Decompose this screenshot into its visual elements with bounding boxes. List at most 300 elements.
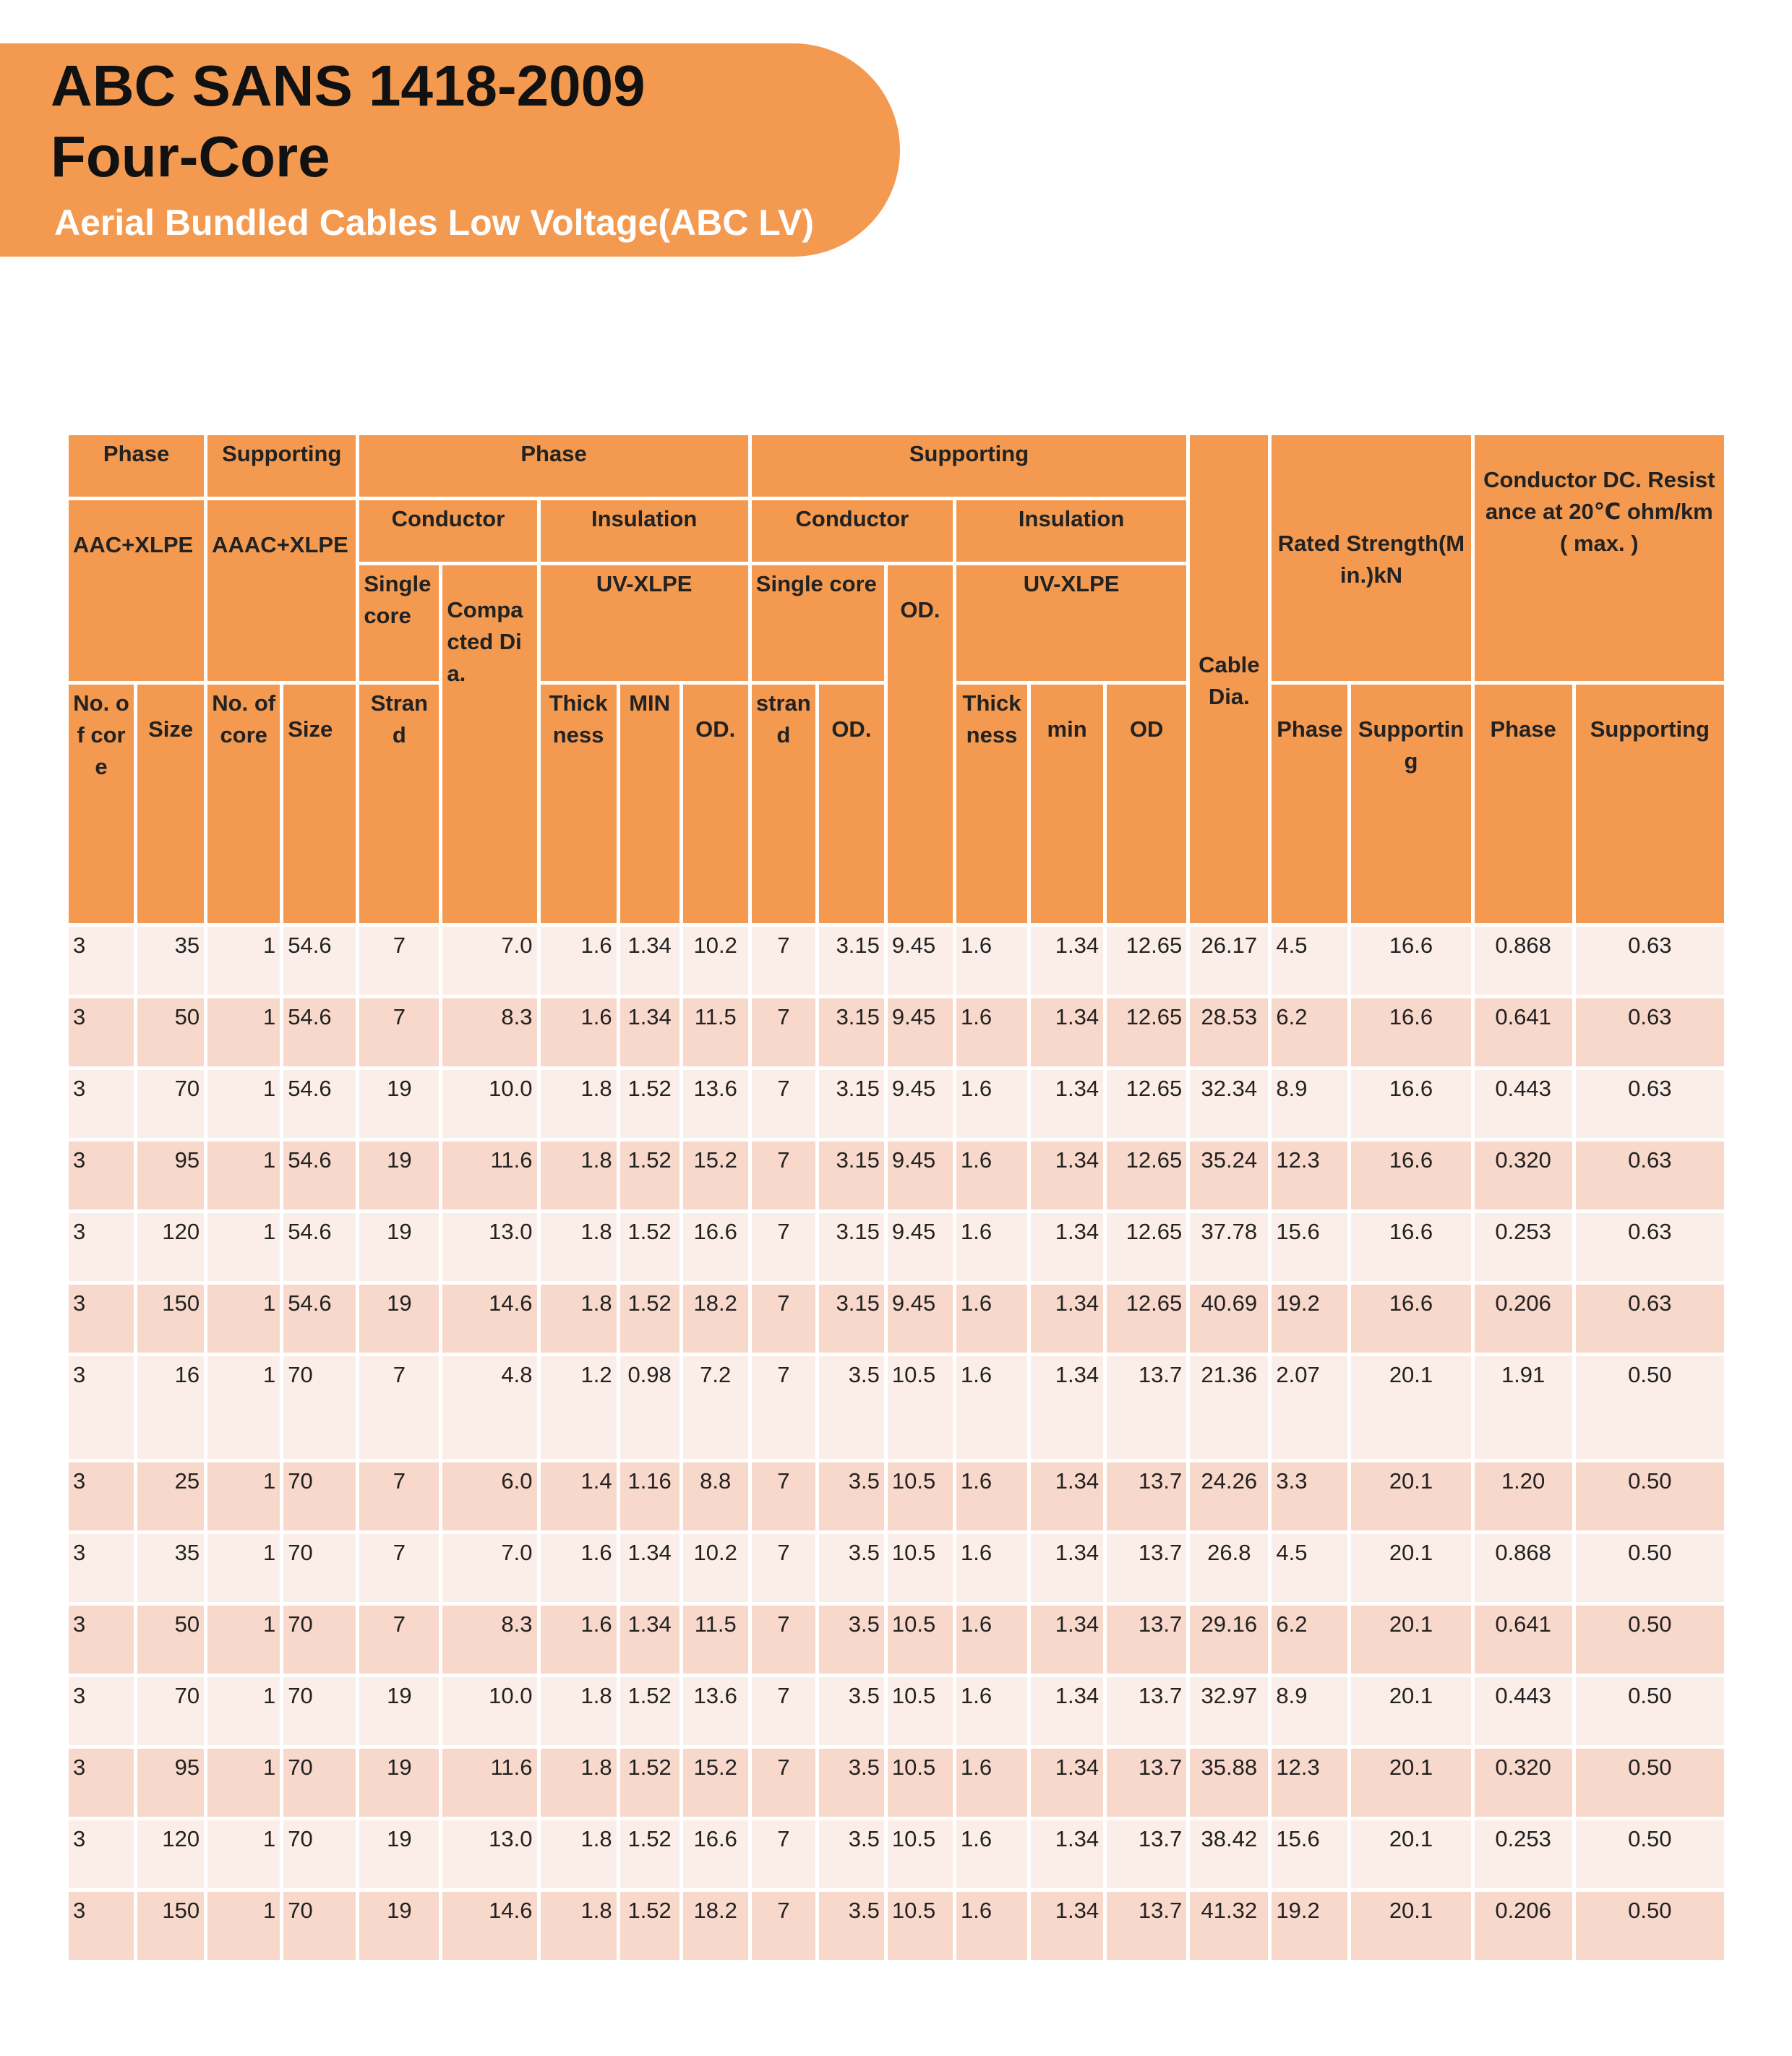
table-cell: 7.0 bbox=[442, 927, 536, 995]
table-row bbox=[69, 1462, 1724, 1530]
table-cell: 7 bbox=[752, 1892, 815, 1960]
table-cell: 20.1 bbox=[1351, 1892, 1470, 1960]
table-cell: 19 bbox=[359, 1820, 439, 1888]
table-cell: 13.7 bbox=[1107, 1820, 1186, 1888]
table-cell: 3 bbox=[69, 1892, 134, 1960]
table-cell: 3.3 bbox=[1272, 1462, 1347, 1530]
table-cell: 19 bbox=[359, 1070, 439, 1138]
table-row bbox=[69, 998, 1724, 1066]
table-cell: 35.88 bbox=[1190, 1749, 1268, 1817]
table-cell: 7 bbox=[752, 1606, 815, 1674]
table-cell: 3 bbox=[69, 1606, 134, 1674]
table-cell: 16.6 bbox=[1351, 1070, 1470, 1138]
table-cell: 35 bbox=[137, 927, 204, 995]
table-cell: 70 bbox=[283, 1462, 356, 1530]
table-cell: 29.16 bbox=[1190, 1606, 1268, 1674]
table-cell: 1.91 bbox=[1475, 1356, 1572, 1459]
header-insulation-phase: Insulation bbox=[541, 500, 748, 562]
table-cell: 13.7 bbox=[1107, 1534, 1186, 1602]
header-od-supp-conductor: OD. bbox=[888, 565, 953, 923]
table-cell: 1 bbox=[207, 1462, 280, 1530]
header-phase-group: Phase bbox=[359, 435, 747, 497]
table-cell: 1.6 bbox=[956, 927, 1027, 995]
table-cell: 95 bbox=[137, 1141, 204, 1209]
table-cell: 3 bbox=[69, 1749, 134, 1817]
table-cell: 1.8 bbox=[541, 1749, 617, 1817]
table-cell: 3.5 bbox=[819, 1606, 884, 1674]
table-cell: 16.6 bbox=[1351, 1141, 1470, 1209]
table-cell: 9.45 bbox=[888, 1285, 953, 1353]
table-cell: 7 bbox=[752, 1820, 815, 1888]
table-cell: 1.16 bbox=[620, 1462, 679, 1530]
table-cell: 0.253 bbox=[1475, 1820, 1572, 1888]
table-cell: 1 bbox=[207, 1141, 280, 1209]
table-cell: 6.0 bbox=[442, 1462, 536, 1530]
table-cell: 3 bbox=[69, 1462, 134, 1530]
table-cell: 0.443 bbox=[1475, 1070, 1572, 1138]
table-cell: 6.2 bbox=[1272, 1606, 1347, 1674]
header-strand-phase: Strand bbox=[359, 685, 439, 923]
table-cell: 13.0 bbox=[442, 1213, 536, 1281]
table-cell: 3 bbox=[69, 1285, 134, 1353]
table-cell: 19 bbox=[359, 1213, 439, 1281]
table-cell: 1 bbox=[207, 1213, 280, 1281]
table-cell: 7 bbox=[359, 1534, 439, 1602]
table-cell: 8.9 bbox=[1272, 1677, 1347, 1745]
table-cell: 0.50 bbox=[1576, 1356, 1724, 1459]
table-cell: 3 bbox=[69, 1356, 134, 1459]
table-cell: 13.6 bbox=[683, 1677, 748, 1745]
table-cell: 8.9 bbox=[1272, 1070, 1347, 1138]
table-cell: 12.65 bbox=[1107, 1213, 1186, 1281]
table-cell: 3 bbox=[69, 1070, 134, 1138]
table-cell: 7 bbox=[752, 1534, 815, 1602]
table-cell: 3.5 bbox=[819, 1677, 884, 1745]
table-cell: 1.8 bbox=[541, 1141, 617, 1209]
table-cell: 0.63 bbox=[1576, 998, 1724, 1066]
header-single-core-supp: Single core bbox=[752, 565, 884, 681]
table-cell: 11.5 bbox=[683, 1606, 748, 1674]
table-cell: 26.8 bbox=[1190, 1534, 1268, 1602]
table-cell: 10.0 bbox=[442, 1070, 536, 1138]
header-aac-xlpe: AAC+XLPE bbox=[69, 500, 204, 681]
header-insulation-supp: Insulation bbox=[956, 500, 1186, 562]
table-cell: 3 bbox=[69, 998, 134, 1066]
table-cell: 2.07 bbox=[1272, 1356, 1347, 1459]
table-cell: 0.641 bbox=[1475, 998, 1572, 1066]
table-cell: 1.52 bbox=[620, 1141, 679, 1209]
table-cell: 10.5 bbox=[888, 1462, 953, 1530]
table-cell: 11.6 bbox=[442, 1749, 536, 1817]
table-row bbox=[69, 1213, 1724, 1281]
table-cell: 1 bbox=[207, 1749, 280, 1817]
table-cell: 1.6 bbox=[956, 1534, 1027, 1602]
table-cell: 1.6 bbox=[956, 1213, 1027, 1281]
table-cell: 7.0 bbox=[442, 1534, 536, 1602]
table-row bbox=[69, 1820, 1724, 1888]
table-cell: 1.6 bbox=[956, 1749, 1027, 1817]
spec-table bbox=[65, 432, 1728, 1963]
table-row bbox=[69, 927, 1724, 995]
table-cell: 16.6 bbox=[1351, 927, 1470, 995]
table-cell: 35.24 bbox=[1190, 1141, 1268, 1209]
table-cell: 1 bbox=[207, 1285, 280, 1353]
table-cell: 19.2 bbox=[1272, 1892, 1347, 1960]
table-cell: 12.65 bbox=[1107, 1070, 1186, 1138]
table-cell: 0.206 bbox=[1475, 1285, 1572, 1353]
header-no-of-core-supp: No. of core bbox=[207, 685, 280, 923]
header-uv-xlpe-supp: UV-XLPE bbox=[956, 565, 1186, 681]
table-cell: 70 bbox=[283, 1892, 356, 1960]
page-subtitle: Aerial Bundled Cables Low Voltage(ABC LV) bbox=[54, 202, 815, 243]
table-cell: 12.65 bbox=[1107, 998, 1186, 1066]
table-cell: 7 bbox=[752, 1213, 815, 1281]
table-cell: 7 bbox=[752, 1356, 815, 1459]
table-cell: 1.20 bbox=[1475, 1462, 1572, 1530]
table-cell: 3.5 bbox=[819, 1892, 884, 1960]
table-cell: 70 bbox=[283, 1534, 356, 1602]
table-cell: 1.6 bbox=[956, 1820, 1027, 1888]
table-cell: 20.1 bbox=[1351, 1677, 1470, 1745]
table-cell: 3.5 bbox=[819, 1749, 884, 1817]
header-od-supp-ins: OD bbox=[1107, 685, 1186, 923]
table-cell: 35 bbox=[137, 1534, 204, 1602]
table-cell: 1.6 bbox=[956, 1892, 1027, 1960]
table-cell: 10.5 bbox=[888, 1820, 953, 1888]
table-cell: 9.45 bbox=[888, 927, 953, 995]
table-cell: 19 bbox=[359, 1285, 439, 1353]
table-cell: 4.5 bbox=[1272, 927, 1347, 995]
table-cell: 8.3 bbox=[442, 1606, 536, 1674]
table-cell: 12.65 bbox=[1107, 1141, 1186, 1209]
table-cell: 7 bbox=[752, 1462, 815, 1530]
table-cell: 1.8 bbox=[541, 1820, 617, 1888]
table-cell: 0.50 bbox=[1576, 1749, 1724, 1817]
table-cell: 7 bbox=[359, 1356, 439, 1459]
table-cell: 19.2 bbox=[1272, 1285, 1347, 1353]
table-cell: 1 bbox=[207, 1677, 280, 1745]
table-cell: 10.5 bbox=[888, 1892, 953, 1960]
table-cell: 0.868 bbox=[1475, 927, 1572, 995]
table-cell: 0.50 bbox=[1576, 1892, 1724, 1960]
table-cell: 1 bbox=[207, 927, 280, 995]
table-cell: 1.2 bbox=[541, 1356, 617, 1459]
table-cell: 0.63 bbox=[1576, 927, 1724, 995]
table-cell: 70 bbox=[137, 1070, 204, 1138]
table-cell: 1.34 bbox=[620, 998, 679, 1066]
table-cell: 8.3 bbox=[442, 998, 536, 1066]
table-cell: 13.7 bbox=[1107, 1749, 1186, 1817]
table-cell: 1.34 bbox=[1031, 1749, 1103, 1817]
table-cell: 13.7 bbox=[1107, 1606, 1186, 1674]
table-cell: 3.15 bbox=[819, 1070, 884, 1138]
table-cell: 15.6 bbox=[1272, 1213, 1347, 1281]
table-cell: 7 bbox=[752, 1070, 815, 1138]
table-cell: 70 bbox=[283, 1820, 356, 1888]
table-cell: 150 bbox=[137, 1892, 204, 1960]
table-cell: 9.45 bbox=[888, 1070, 953, 1138]
table-cell: 50 bbox=[137, 1606, 204, 1674]
table-cell: 9.45 bbox=[888, 1213, 953, 1281]
table-cell: 1.6 bbox=[956, 998, 1027, 1066]
header-supporting: Supporting bbox=[207, 435, 356, 497]
table-cell: 7 bbox=[359, 998, 439, 1066]
table-cell: 0.50 bbox=[1576, 1534, 1724, 1602]
table-cell: 10.2 bbox=[683, 927, 748, 995]
table-cell: 54.6 bbox=[283, 927, 356, 995]
table-cell: 1.6 bbox=[956, 1677, 1027, 1745]
table-cell: 54.6 bbox=[283, 1070, 356, 1138]
table-cell: 1.34 bbox=[1031, 927, 1103, 995]
header-compacted-dia: Compacted Dia. bbox=[442, 565, 536, 923]
table-cell: 16.6 bbox=[683, 1820, 748, 1888]
table-cell: 10.5 bbox=[888, 1534, 953, 1602]
table-cell: 4.8 bbox=[442, 1356, 536, 1459]
table-cell: 8.8 bbox=[683, 1462, 748, 1530]
table-header bbox=[69, 435, 1724, 923]
table-cell: 16 bbox=[137, 1356, 204, 1459]
table-cell: 16.6 bbox=[1351, 1285, 1470, 1353]
table-cell: 1.52 bbox=[620, 1285, 679, 1353]
page-title: ABC SANS 1418-2009 bbox=[51, 53, 646, 118]
table-cell: 1.34 bbox=[1031, 1534, 1103, 1602]
table-cell: 1.34 bbox=[1031, 1892, 1103, 1960]
table-cell: 54.6 bbox=[283, 1285, 356, 1353]
table-cell: 7 bbox=[752, 927, 815, 995]
table-cell: 0.443 bbox=[1475, 1677, 1572, 1745]
table-cell: 1.52 bbox=[620, 1677, 679, 1745]
table-cell: 16.6 bbox=[1351, 998, 1470, 1066]
table-cell: 19 bbox=[359, 1749, 439, 1817]
header-rs-phase: Phase bbox=[1272, 685, 1347, 923]
table-cell: 1.34 bbox=[1031, 1070, 1103, 1138]
table-cell: 0.320 bbox=[1475, 1141, 1572, 1209]
table-cell: 1.34 bbox=[1031, 998, 1103, 1066]
header-thickness-phase: Thickness bbox=[541, 685, 617, 923]
table-cell: 41.32 bbox=[1190, 1892, 1268, 1960]
table-cell: 1.34 bbox=[1031, 1677, 1103, 1745]
table-cell: 20.1 bbox=[1351, 1606, 1470, 1674]
table-cell: 1 bbox=[207, 1820, 280, 1888]
table-cell: 1.34 bbox=[1031, 1141, 1103, 1209]
table-cell: 20.1 bbox=[1351, 1820, 1470, 1888]
table-cell: 20.1 bbox=[1351, 1749, 1470, 1817]
table-cell: 3.5 bbox=[819, 1462, 884, 1530]
table-cell: 9.45 bbox=[888, 1141, 953, 1209]
table-cell: 3.15 bbox=[819, 927, 884, 995]
table-cell: 0.641 bbox=[1475, 1606, 1572, 1674]
table-cell: 40.69 bbox=[1190, 1285, 1268, 1353]
table-cell: 1.34 bbox=[1031, 1606, 1103, 1674]
table-cell: 1 bbox=[207, 1070, 280, 1138]
table-cell: 7 bbox=[752, 1749, 815, 1817]
table-cell: 1 bbox=[207, 1606, 280, 1674]
header-phase: Phase bbox=[69, 435, 204, 497]
table-row bbox=[69, 1677, 1724, 1745]
table-body bbox=[69, 927, 1724, 1960]
table-cell: 13.7 bbox=[1107, 1892, 1186, 1960]
header-min-phase: MIN bbox=[620, 685, 679, 923]
table-cell: 6.2 bbox=[1272, 998, 1347, 1066]
table-cell: 4.5 bbox=[1272, 1534, 1347, 1602]
table-cell: 7 bbox=[752, 1141, 815, 1209]
table-row bbox=[69, 1606, 1724, 1674]
table-cell: 3.5 bbox=[819, 1534, 884, 1602]
table-cell: 1 bbox=[207, 998, 280, 1066]
table-cell: 0.98 bbox=[620, 1356, 679, 1459]
table-cell: 0.206 bbox=[1475, 1892, 1572, 1960]
table-cell: 12.65 bbox=[1107, 1285, 1186, 1353]
table-cell: 19 bbox=[359, 1677, 439, 1745]
header-size-phase: Size bbox=[137, 685, 204, 923]
header-thickness-supp: Thickness bbox=[956, 685, 1027, 923]
header-rated-strength: Rated Strength(Min.)kN bbox=[1272, 435, 1470, 681]
table-cell: 9.45 bbox=[888, 998, 953, 1066]
table-cell: 1.6 bbox=[956, 1070, 1027, 1138]
table-cell: 1.6 bbox=[956, 1141, 1027, 1209]
table-cell: 11.6 bbox=[442, 1141, 536, 1209]
table-cell: 3 bbox=[69, 1820, 134, 1888]
table-cell: 3.5 bbox=[819, 1820, 884, 1888]
table-cell: 1.8 bbox=[541, 1285, 617, 1353]
header-od-supp-single: OD. bbox=[819, 685, 884, 923]
header-uv-xlpe-phase: UV-XLPE bbox=[541, 565, 748, 681]
table-cell: 1.6 bbox=[541, 927, 617, 995]
table-cell: 50 bbox=[137, 998, 204, 1066]
header-supporting-group: Supporting bbox=[752, 435, 1186, 497]
table-cell: 1.4 bbox=[541, 1462, 617, 1530]
table-cell: 1.34 bbox=[1031, 1285, 1103, 1353]
table-cell: 10.5 bbox=[888, 1606, 953, 1674]
table-cell: 54.6 bbox=[283, 998, 356, 1066]
table-cell: 1 bbox=[207, 1892, 280, 1960]
table-cell: 70 bbox=[137, 1677, 204, 1745]
table-cell: 25 bbox=[137, 1462, 204, 1530]
table-cell: 14.6 bbox=[442, 1285, 536, 1353]
table-cell: 7 bbox=[359, 1462, 439, 1530]
table-cell: 70 bbox=[283, 1356, 356, 1459]
table-cell: 21.36 bbox=[1190, 1356, 1268, 1459]
table-cell: 3 bbox=[69, 1141, 134, 1209]
table-cell: 1.8 bbox=[541, 1677, 617, 1745]
table-cell: 10.5 bbox=[888, 1749, 953, 1817]
header-resistance: Conductor DC. Resistance at 20℃ ohm/km ( max. ) bbox=[1475, 435, 1724, 681]
table-cell: 54.6 bbox=[283, 1213, 356, 1281]
table-cell: 150 bbox=[137, 1285, 204, 1353]
header-single-core-phase: Single core bbox=[359, 565, 439, 681]
header-res-phase: Phase bbox=[1475, 685, 1572, 923]
table-cell: 120 bbox=[137, 1820, 204, 1888]
header-aaac-xlpe: AAAC+XLPE bbox=[207, 500, 356, 681]
table-cell: 12.3 bbox=[1272, 1141, 1347, 1209]
table-cell: 14.6 bbox=[442, 1892, 536, 1960]
table-cell: 10.5 bbox=[888, 1677, 953, 1745]
table-cell: 95 bbox=[137, 1749, 204, 1817]
table-cell: 1.52 bbox=[620, 1892, 679, 1960]
table-cell: 10.0 bbox=[442, 1677, 536, 1745]
table-cell: 1.6 bbox=[956, 1462, 1027, 1530]
table-cell: 12.65 bbox=[1107, 927, 1186, 995]
table-cell: 3 bbox=[69, 1534, 134, 1602]
table-cell: 1.34 bbox=[1031, 1820, 1103, 1888]
table-cell: 7 bbox=[359, 1606, 439, 1674]
table-cell: 3.15 bbox=[819, 1213, 884, 1281]
table-cell: 20.1 bbox=[1351, 1462, 1470, 1530]
table-cell: 120 bbox=[137, 1213, 204, 1281]
table-cell: 1.6 bbox=[956, 1356, 1027, 1459]
table-cell: 3.15 bbox=[819, 1285, 884, 1353]
table-cell: 24.26 bbox=[1190, 1462, 1268, 1530]
table-cell: 1.52 bbox=[620, 1820, 679, 1888]
table-cell: 13.7 bbox=[1107, 1677, 1186, 1745]
table-row bbox=[69, 1356, 1724, 1459]
table-cell: 13.7 bbox=[1107, 1356, 1186, 1459]
table-cell: 1.34 bbox=[620, 927, 679, 995]
table-cell: 15.6 bbox=[1272, 1820, 1347, 1888]
header-conductor-phase: Conductor bbox=[359, 500, 536, 562]
table-cell: 0.50 bbox=[1576, 1820, 1724, 1888]
table-cell: 1.34 bbox=[1031, 1356, 1103, 1459]
header-cable-dia: Cable Dia. bbox=[1190, 435, 1268, 923]
table-cell: 0.320 bbox=[1475, 1749, 1572, 1817]
table-cell: 13.7 bbox=[1107, 1462, 1186, 1530]
table-cell: 3.5 bbox=[819, 1356, 884, 1459]
table-row bbox=[69, 1070, 1724, 1138]
table-cell: 15.2 bbox=[683, 1141, 748, 1209]
table-cell: 1.8 bbox=[541, 1070, 617, 1138]
table-cell: 19 bbox=[359, 1141, 439, 1209]
table-cell: 18.2 bbox=[683, 1892, 748, 1960]
header-min-supp: min bbox=[1031, 685, 1103, 923]
table-cell: 7 bbox=[752, 1677, 815, 1745]
page-title-core: Four-Core bbox=[51, 124, 330, 189]
table-cell: 26.17 bbox=[1190, 927, 1268, 995]
table-cell: 16.6 bbox=[683, 1213, 748, 1281]
table-cell: 3.15 bbox=[819, 1141, 884, 1209]
table-cell: 70 bbox=[283, 1749, 356, 1817]
table-cell: 32.97 bbox=[1190, 1677, 1268, 1745]
table-cell: 13.0 bbox=[442, 1820, 536, 1888]
table-cell: 1.52 bbox=[620, 1213, 679, 1281]
table-cell: 13.6 bbox=[683, 1070, 748, 1138]
table-cell: 1.6 bbox=[956, 1606, 1027, 1674]
table-row bbox=[69, 1749, 1724, 1817]
table-row bbox=[69, 1892, 1724, 1960]
table-cell: 1.8 bbox=[541, 1892, 617, 1960]
table-cell: 1.34 bbox=[620, 1534, 679, 1602]
table-cell: 37.78 bbox=[1190, 1213, 1268, 1281]
table-cell: 1.34 bbox=[620, 1606, 679, 1674]
table-cell: 0.50 bbox=[1576, 1677, 1724, 1745]
table-cell: 1.6 bbox=[956, 1285, 1027, 1353]
table-cell: 0.63 bbox=[1576, 1070, 1724, 1138]
header-strand-supp: strand bbox=[752, 685, 815, 923]
table-cell: 7.2 bbox=[683, 1356, 748, 1459]
table-cell: 12.3 bbox=[1272, 1749, 1347, 1817]
table-cell: 10.5 bbox=[888, 1356, 953, 1459]
table-cell: 1.6 bbox=[541, 1534, 617, 1602]
table-cell: 1.8 bbox=[541, 1213, 617, 1281]
table-cell: 0.50 bbox=[1576, 1462, 1724, 1530]
table-cell: 1.6 bbox=[541, 1606, 617, 1674]
table-cell: 10.2 bbox=[683, 1534, 748, 1602]
table-cell: 16.6 bbox=[1351, 1213, 1470, 1281]
table-cell: 0.63 bbox=[1576, 1285, 1724, 1353]
header-conductor-supp: Conductor bbox=[752, 500, 953, 562]
header-size-supp: Size bbox=[283, 685, 356, 923]
table-cell: 3 bbox=[69, 1213, 134, 1281]
table-cell: 70 bbox=[283, 1606, 356, 1674]
